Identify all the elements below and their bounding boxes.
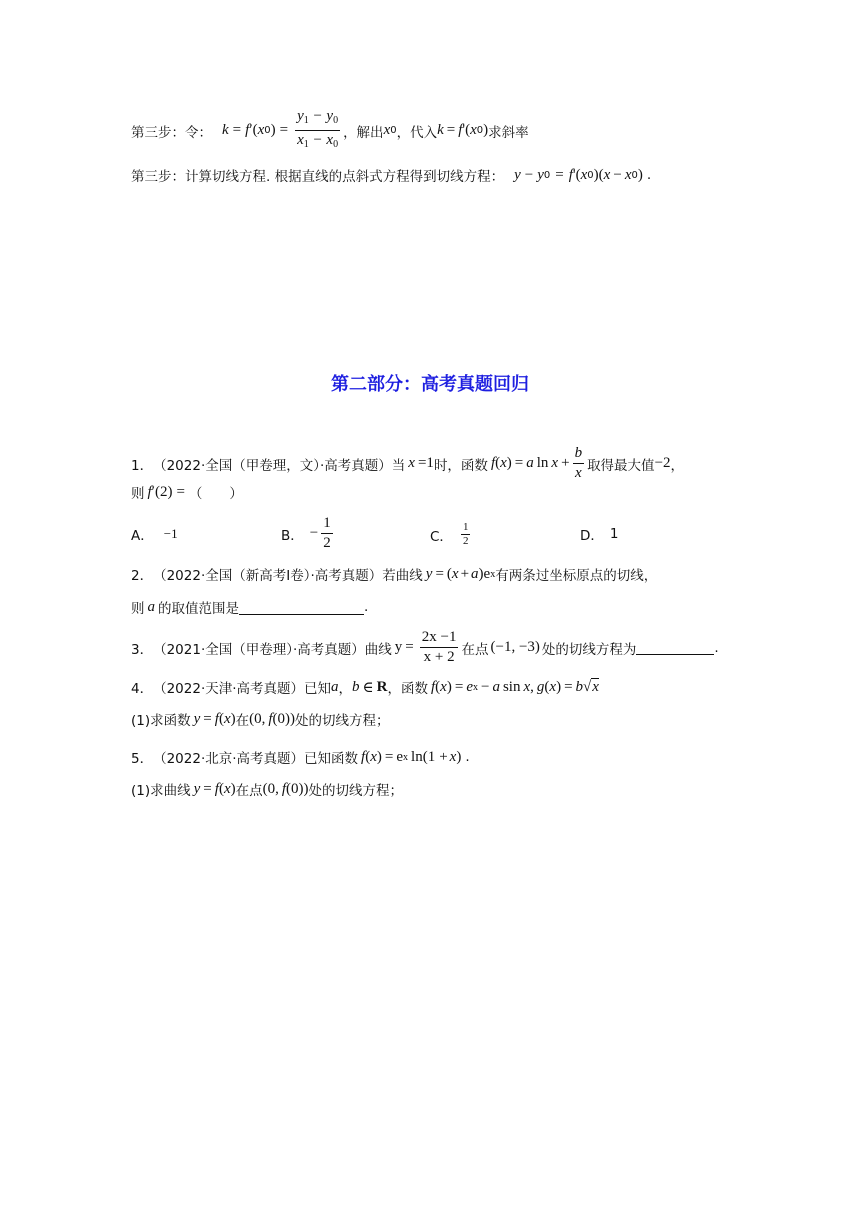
question-source: （2022·天津·高考真题）: [153, 681, 305, 697]
question-source: （2022·北京·高考真题）: [153, 751, 305, 767]
step-three-slope-line: 第三步：令： k = f ′( x 0 ) = $\frac{y_1 - y_0}{x_1 - x_0}$ ，解出 x 0 ，代入 k = f '( x 0 ) 求斜率: [131, 108, 529, 153]
answer-blank[interactable]: [636, 640, 714, 655]
option-b[interactable]: B． − $\frac{1}{2}$: [281, 515, 331, 551]
step-text: ，解出: [343, 124, 384, 141]
question-source: （2022·全国（新高考Ⅰ卷）·高考真题）: [153, 568, 383, 584]
question-2: 2． （2022·全国（新高考Ⅰ卷）·高考真题） 若曲线 y = ( x + a )e x 有两条过坐标原点的切线，: [131, 565, 658, 584]
option-d[interactable]: D． 1: [580, 526, 619, 544]
slope-fraction: $\frac{y_1 - y_0}{x_1 - x_0}$: [297, 108, 339, 150]
question-number: 2．: [131, 568, 154, 584]
question-number: 1．: [131, 457, 154, 474]
question-2-line-2: 则 a 的取值范围是 .: [131, 598, 369, 617]
step-three-tangent-line: 第三步：计算切线方程. 根据直线的点斜式方程得到切线方程： y − y 0 = f '( x 0 )( x − x 0 ) .: [131, 166, 652, 185]
question-1-line-2: 则 f ′(2) = （ ）: [131, 483, 243, 502]
step-text: ，代入: [396, 124, 438, 141]
question-5: 5． （2022·北京·高考真题） 已知函数 f ( x ) = e x ln(1 + x ) .: [131, 748, 470, 767]
question-source: （2021·全国（甲卷理）·高考真题）: [153, 641, 365, 658]
option-c[interactable]: C． $\frac{1}{2}$: [430, 521, 469, 547]
step-text: 求斜率: [488, 124, 529, 141]
question-number: 4．: [131, 681, 154, 697]
question-number: 3．: [131, 641, 154, 658]
answer-blank[interactable]: [239, 600, 364, 615]
step-label: 第三步：令：: [131, 124, 212, 141]
question-3: 3． （2021·全国（甲卷理）·高考真题） 曲线 y = $\frac{2x -1}{x + 2}$ 在点 (−1, −3) 处的切线方程为 .: [131, 629, 719, 665]
question-1: 1． （2022·全国（甲卷理，文）·高考真题） 当 x =1 时，函数 f ( x ) = a ln x + $\frac{b}{x}$ 取得最大值 −2 ，: [131, 445, 685, 481]
tangent-formula: y: [514, 166, 521, 183]
slope-formula: k: [222, 122, 229, 138]
section-title: 第二部分：高考真题回归: [331, 374, 529, 395]
question-4: 4． （2022·天津·高考真题） 已知 a ， b ∈ R ，函数 f ( x ) = e x − a sin x , g ( x ) = b √ x: [131, 678, 599, 697]
option-a[interactable]: A． −1: [131, 526, 178, 544]
question-source: （2022·全国（甲卷理，文）·高考真题）: [153, 457, 392, 474]
question-4-part-1: (1)求函数 y = f ( x ) 在 (0, f (0)) 处的切线方程；: [131, 710, 390, 729]
step-label: 第三步：计算切线方程. 根据直线的点斜式方程得到切线方程：: [131, 169, 505, 185]
question-number: 5．: [131, 751, 154, 767]
question-5-part-1: (1)求曲线 y = f ( x ) 在点 (0, f (0)) 处的切线方程；: [131, 780, 404, 799]
